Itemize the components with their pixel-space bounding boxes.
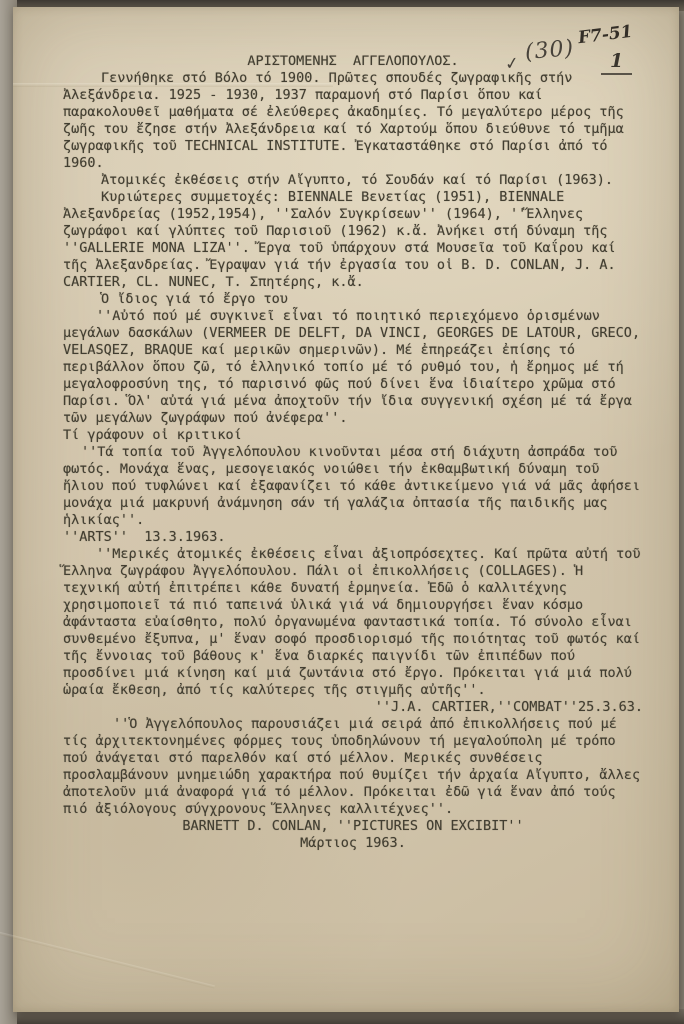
- critic-quote-arts: ''Τά τοπία τοῦ Ἀγγελόπουλου κινοῦνται μέσα στή διάχυτη ἀσπράδα τοῦ φωτός. Μονάχα ἕνας, μεσογειακός νοιώθει τήν ἐκθαμβωτική δύναμη τοῦ ἥλιου πού τυφλώνει καί ἐξαφανίζει τό κάθε ἀντικείμενο γιά νά μᾶς ἀφήσει μονάχα μιά μακρυνή ἀνάμνηση σάν τή γαλάζια ὀπτασία τῆς παιδικῆς μας ἡλικίας''.: [63, 444, 649, 528]
- paragraph-exhibitions: Ἀτομικές ἐκθέσεις στήν Αἴγυπτο, τό Σουδάν καί τό Παρίσι (1963).: [101, 172, 614, 188]
- document-page: [13, 7, 679, 1012]
- handwritten-file-code: F7-51: [576, 21, 634, 49]
- paper-crease: [0, 929, 215, 989]
- self-statement-quote: ''Αὐτό πού μέ συγκινεῖ εἶναι τό ποιητικό περιεχόμενο ὁρισμένων μεγάλων δασκάλων (VERMEER DE DELFT, DA VINCI, GEORGES DE LATOUR, GRECO, VELASQEZ, BRAQUE καί μερικῶν σημερινῶν). Μέ ἐπηρεάζει ἐπίσης τό περιβάλλον ὅπου ζῶ, τό ἑλληνικό τοπίο μέ τό ρυθμό του, ἡ ἔρημος μέ τή μεγαλοφροσύνη της, τό παρισινό φῶς πού δίνει ἕνα ἰδιαίτερο χρῶμα στό Παρίσι. Ὅλ' αὐτά γιά μένα ἀποχτοῦν τήν ἴδια συγγενική σχέση μέ τά ἔργα τῶν μεγάλων ζωγράφων πού ἀνέφερα''.: [63, 308, 649, 426]
- critic-source-conlan: BARNETT D. CONLAN, ''PICTURES ON EXCIBIT'': [182, 818, 524, 834]
- handwritten-number: (30): [524, 35, 576, 66]
- typewritten-text: [63, 53, 649, 852]
- critic-source-conlan-date: Μάρτιος 1963.: [300, 835, 406, 851]
- critic-quote-conlan: ''Ὁ Ἀγγελόπουλος παρουσιάζει μιά σειρά ἀπό ἐπικολλήσεις πού μέ τίς ἀρχιτεκτονημένες φόρμες τους ὑποδηλώνουν τή μεγαλούπολη μέ τρόπο πού ἀνάγεται στό παρελθόν καί στό μέλλον. Μερικές συνθέσεις προσλαμβάνουν μνημειώδη χαρακτήρα πού θυμίζει τήν ἀρχαία Αἴγυπτο, ἄλλες ἀποτελοῦν μιά ἀναφορά γιά τό μέλλον. Πρόκειται ἐδῶ γιά ἕναν ἀπό τούς πιό ἀξιόλογους σύγχρονους Ἕλληνες καλλιτέχνες''.: [63, 716, 649, 817]
- paragraph-biography: Γεννήθηκε στό Βόλο τό 1900. Πρῶτες σπουδές ζωγραφικῆς στήν Ἀλεξάνδρεια. 1925 - 1930, 1937 παραμονή στό Παρίσι ὅπου καί παρακολουθεῖ μαθήματα σέ ἐλεύθερες ἀκαδημίες. Τό μεγαλύτερο μέρος τῆς ζωῆς του ἔζησε στήν Ἀλεξάνδρεια καί τό Χαρτούμ ὅπου διεύθυνε τό τμῆμα ζωγραφικῆς τοῦ TECHNICAL INSTITUTE. Ἐγκαταστάθηκε στό Παρίσι ἀπό τό 1960.: [63, 70, 632, 171]
- critics-section-heading: Τί γράφουν οἱ κριτικοί: [63, 427, 242, 443]
- critic-quote-cartier: ''Μερικές ἀτομικές ἐκθέσεις εἶναι ἀξιοπρόσεχτες. Καί πρῶτα αὐτή τοῦ Ἕλληνα ζωγράφου Ἀγγελόπουλου. Πάλι οἱ ἐπικολλήσεις (COLLAGES). Ἡ τεχνική αὐτή ἐπιτρέπει κάθε δυνατή ἑρμηνεία. Ἐδῶ ὁ καλλιτέχνης χρησιμοποιεῖ τά πιό ταπεινά ὑλικά γιά νά δημιουργήσει ἕναν κόσμο ἀφάνταστα εὐαίσθητο, πολύ ὀργανωμένα φανταστικά τοπία. Τό σύνολο εἶναι συνθεμένο ἔξυπνα, μ' ἕναν σοφό προσδιορισμό τῆς ποιότητας τοῦ φωτός καί τῆς ἔννοιας τοῦ βάθους κ' ἕνα διαρκές παιγνίδι τῶν ἐπιπέδων πού προσδίνει μιά κίνηση καί μιά ζωντάνια στό ἔργο. Πρόκειται γιά μιά πολύ ὡραία ἔκθεση, ἀπό τίς καλύτερες τῆς στιγμῆς αὐτῆς''.: [63, 546, 649, 698]
- critic-source-arts: ''ARTS'' 13.3.1963.: [63, 529, 226, 545]
- critic-source-cartier: ''J.A. CARTIER,''COMBAT''25.3.63.: [374, 699, 643, 715]
- paragraph-participations: Κυριώτερες συμμετοχές: BIENNALE Βενετίας (1951), BIENNALE Ἀλεξανδρείας (1952,1954), ''Σαλόν Συγκρίσεων'' (1964), ''Ἕλληνες ζωγράφοι καί γλύπτες τοῦ Παρισιοῦ (1962) κ.ἄ. Ἀνήκει στή δύναμη τῆς ''GALLERIE MONA LIZA''. Ἔργα τοῦ ὑπάρχουν στά Μουσεῖα τοῦ Καΐρου καί τῆς Ἀλεξανδρείας. Ἔγραψαν γιά τήν ἐργασία του οἱ B. D. CONLAN, J. A. CARTIER, CL. NUNEC, Τ. Σπητέρης, κ.ἄ.: [63, 189, 624, 290]
- self-statement-intro: Ὁ ἴδιος γιά τό ἔργο του: [101, 291, 288, 307]
- handwritten-checkmark: ✓: [503, 53, 521, 75]
- document-title: ΑΡΙΣΤΟΜΕΝΗΣ ΑΓΓΕΛΟΠΟΥΛΟΣ.: [247, 53, 459, 69]
- handwritten-page-number: 1: [601, 50, 632, 75]
